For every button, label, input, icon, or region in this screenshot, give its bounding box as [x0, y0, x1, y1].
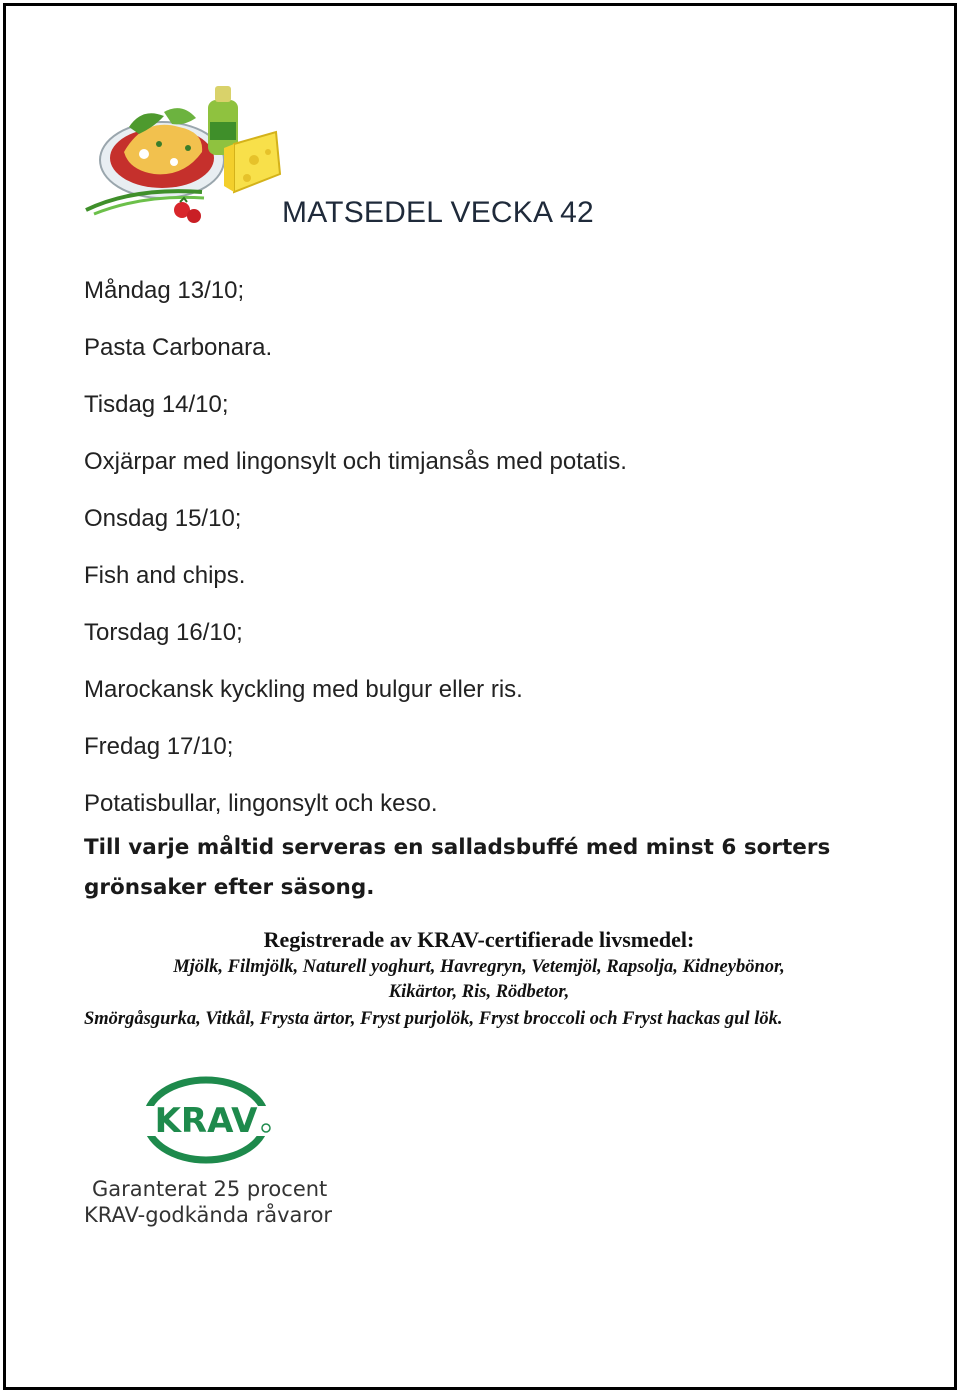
- menu-dish-tuesday: Oxjärpar med lingonsylt och timjansås med potatis.: [84, 448, 627, 475]
- krav-logo: [84, 1076, 344, 1236]
- krav-tagline-line-1: Garanterat 25 procent: [92, 1177, 328, 1201]
- menu-dish-thursday: Marockansk kyckling med bulgur eller ris.: [84, 676, 523, 703]
- menu-day-tuesday: Tisdag 14/10;: [84, 391, 229, 418]
- menu-dish-friday: Potatisbullar, lingonsylt och keso.: [84, 790, 438, 817]
- menu-dish-monday: Pasta Carbonara.: [84, 334, 273, 361]
- krav-tagline: [84, 1176, 332, 1228]
- menu-dish-wednesday: Fish and chips.: [84, 562, 246, 589]
- weekly-menu: [84, 262, 884, 832]
- krav-logo-text: KRAV: [154, 1101, 258, 1141]
- menu-day-thursday: Torsdag 16/10;: [84, 619, 243, 646]
- menu-day-monday: Måndag 13/10;: [84, 277, 245, 304]
- menu-day-wednesday: Onsdag 15/10;: [84, 505, 242, 532]
- menu-day-friday: Fredag 17/10;: [84, 733, 234, 760]
- page-title: MATSEDEL VECKA 42: [282, 196, 594, 229]
- krav-tagline-line-2: KRAV-godkända råvaror: [84, 1203, 333, 1227]
- krav-items-line-1: Mjölk, Filmjölk, Naturell yoghurt, Havregryn, Vetemjöl, Rapsolja, Kidneybönor,: [173, 957, 785, 977]
- krav-logo-mark: [142, 1076, 332, 1166]
- krav-registered-section: [84, 925, 874, 1034]
- krav-registered-heading: Registrerade av KRAV-certifierade livsmedel:: [263, 927, 695, 952]
- krav-items-line-3: Smörgåsgurka, Vitkål, Frysta ärtor, Fryst purjolök, Fryst broccoli och Fryst hackas gul lök.: [84, 1009, 783, 1029]
- krav-items-line-2: Kikärtor, Ris, Rödbetor,: [388, 982, 570, 1002]
- food-clipart-image: [84, 82, 284, 232]
- salad-buffet-note: Till varje måltid serveras en salladsbuffé med minst 6 sorters grönsaker efter säsong.: [84, 835, 831, 900]
